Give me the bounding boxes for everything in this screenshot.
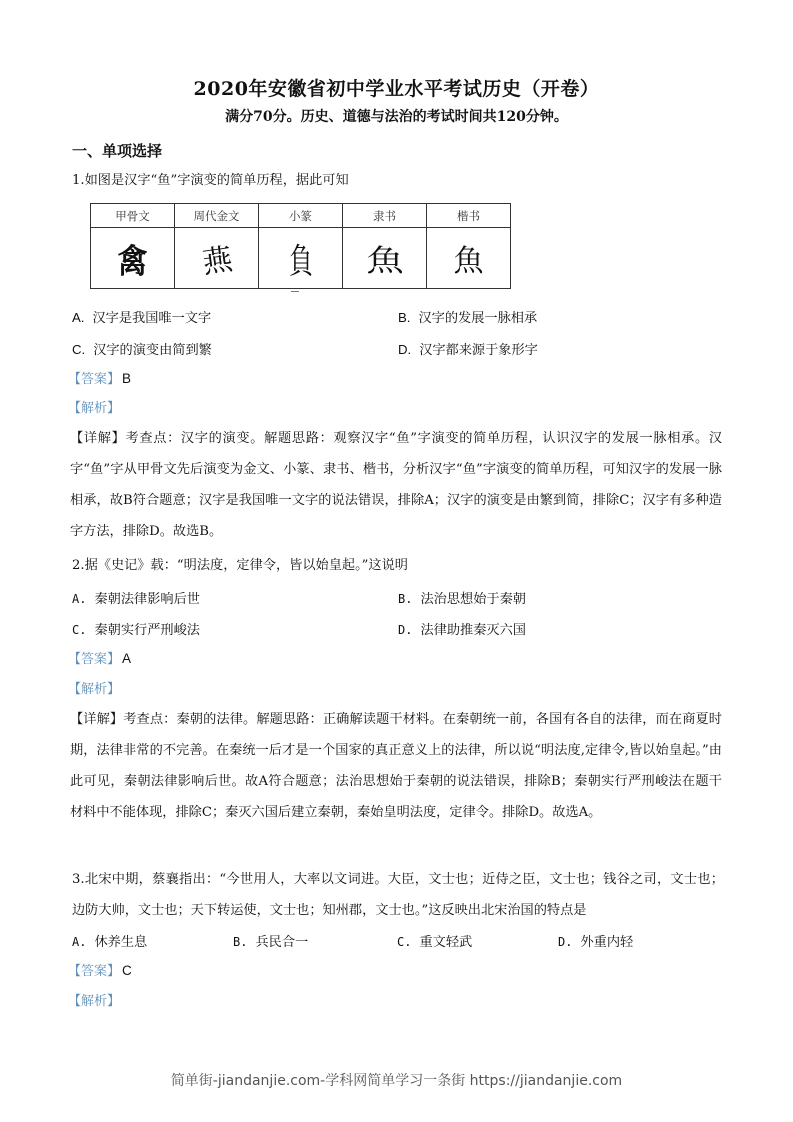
- option-text: 汉字的演变由简到繁: [93, 343, 212, 358]
- glyph-cell-bronze: [175, 228, 259, 289]
- option-d[interactable]: [398, 339, 538, 358]
- option-letter: B.: [398, 310, 411, 325]
- option-letter: A.: [72, 935, 87, 949]
- option-c[interactable]: [72, 339, 212, 358]
- question-number: 3.: [72, 872, 85, 887]
- page-subtitle: 满分70分。历史、道德与法治的考试时间共120分钟。: [225, 109, 568, 125]
- option-b[interactable]: [398, 588, 526, 607]
- analysis-tag: 【解析】: [68, 682, 121, 697]
- table-header-regular: 楷书: [427, 204, 511, 228]
- option-text: 汉字都来源于象形字: [419, 343, 538, 358]
- option-b[interactable]: [233, 931, 308, 950]
- fish-seal-glyph-icon: 負: [288, 241, 313, 283]
- analysis-tag: 【解析】: [68, 401, 121, 416]
- option-c[interactable]: [397, 931, 472, 950]
- option-c[interactable]: [72, 619, 200, 638]
- table-header-bronze: 周代金文: [175, 204, 259, 228]
- glyph-cell-clerical: [343, 228, 427, 289]
- option-letter: D.: [398, 623, 413, 637]
- option-text: 兵民合一: [255, 935, 309, 950]
- fish-oracle-glyph-icon: 禽: [117, 242, 148, 282]
- option-letter: A.: [72, 592, 87, 606]
- fish-clerical-glyph-icon: 魚: [365, 244, 404, 279]
- option-text: 休养生息: [94, 935, 148, 950]
- glyph-cell-seal: [259, 228, 343, 289]
- section-heading: 一、单项选择: [72, 142, 163, 160]
- answer-tag: 【答案】: [68, 372, 121, 387]
- detail-paragraph: [70, 423, 722, 547]
- option-letter: C.: [397, 935, 412, 949]
- question-text: 据《史记》载：“明法度，定律令，皆以始皇起。”这说明: [84, 558, 408, 573]
- analysis-line: [68, 681, 120, 699]
- option-text: 秦朝实行严刑峻法: [94, 623, 200, 638]
- answer-tag: 【答案】: [68, 964, 121, 979]
- answer-line: [68, 962, 132, 981]
- option-d[interactable]: [558, 931, 633, 950]
- option-text: 汉字是我国唯一文字: [92, 311, 212, 326]
- option-text: 法治思想始于秦朝: [420, 592, 526, 607]
- question-number: 2.: [72, 558, 85, 573]
- answer-tag: 【答案】: [68, 652, 121, 667]
- detail-text: 考查点：秦朝的法律。解题思路：正确解读题干材料。在秦朝统一前，各国有各自的法律，而在商夏时期，法律非常的不完善。在秦统一后才是一个国家的真正意义上的法律，所以说“明法度,定律令,皆以始皇起。”由此可见，秦朝法律影响后世。故A符合题意；法治思想始于秦朝的说法错误，排除B；秦朝实行严刑峻法在题干材料中不能体现，排除C；秦灭六国后建立秦朝，秦始皇明法度，定律令。排除D。故选A。: [70, 712, 722, 820]
- figure-caption-mark: [291, 291, 299, 292]
- analysis-line: [68, 993, 120, 1011]
- fish-bronze-glyph-icon: 燕: [199, 242, 235, 281]
- option-b[interactable]: [398, 307, 537, 326]
- answer-value: B: [122, 371, 132, 386]
- analysis-line: [68, 400, 120, 418]
- option-letter: C.: [72, 342, 86, 357]
- analysis-tag: 【解析】: [68, 994, 121, 1009]
- question-text: 如图是汉字“鱼”字演变的简单历程，据此可知: [84, 173, 349, 188]
- glyph-cell-regular: [427, 228, 511, 289]
- option-a[interactable]: [72, 588, 200, 607]
- option-text: 重文轻武: [419, 935, 473, 950]
- answer-line: [68, 370, 131, 389]
- option-letter: D.: [558, 935, 573, 949]
- table-header-clerical: 隶书: [343, 204, 427, 228]
- option-a[interactable]: [72, 307, 211, 326]
- fish-regular-glyph-icon: 魚: [453, 244, 484, 279]
- question-2-stem: [72, 557, 408, 575]
- option-a[interactable]: [72, 931, 147, 950]
- glyph-cell-oracle: [91, 228, 175, 289]
- option-letter: B.: [398, 592, 413, 606]
- detail-tag: 【详解】: [70, 431, 126, 446]
- question-text: 北宋中期，蔡襄指出：“今世用人，大率以文词进。大臣，文士也；近侍之臣，文士也；钱谷之司，文士也；边防大帅，文士也；天下转运使，文士也；知州郡，文士也。”这反映出北宋治国的特点是: [72, 872, 724, 918]
- question-1-stem: [72, 172, 349, 190]
- option-letter: A.: [72, 310, 85, 325]
- character-evolution-table: [90, 203, 511, 289]
- question-number: 1.: [72, 173, 85, 188]
- option-text: 法律助推秦灭六国: [420, 623, 526, 638]
- answer-line: [68, 650, 131, 669]
- option-text: 汉字的发展一脉相承: [418, 311, 538, 326]
- detail-paragraph: [70, 704, 722, 828]
- question-3-stem: [72, 864, 724, 926]
- answer-value: C: [122, 963, 132, 978]
- table-header-oracle: 甲骨文: [91, 204, 175, 228]
- option-letter: B.: [233, 935, 248, 949]
- option-letter: C.: [72, 623, 87, 637]
- option-text: 秦朝法律影响后世: [94, 592, 200, 607]
- detail-tag: 【详解】: [70, 712, 124, 727]
- detail-text: 考查点：汉字的演变。解题思路：观察汉字“鱼”字演变的简单历程，认识汉字的发展一脉相承。汉字“鱼”字从甲骨文先后演变为金文、小篆、隶书、楷书，分析汉字“鱼”字演变的简单历程，可知汉字的发展一脉相承，故B符合题意；汉字是我国唯一文字的说法错误，排除A；汉字的演变是由繁到简，排除C；汉字有多种造字方法，排除D。故选B。: [70, 431, 723, 539]
- table-header-seal: 小篆: [259, 204, 343, 228]
- footer-watermark[interactable]: 简单街-jiandanjie.com-学科网简单学习一条街 https://jiandanjie.com: [170, 1073, 623, 1089]
- option-d[interactable]: [398, 619, 526, 638]
- option-letter: D.: [398, 342, 412, 357]
- option-text: 外重内轻: [580, 935, 634, 950]
- answer-value: A: [122, 651, 132, 666]
- page-title: 2020年安徽省初中学业水平考试历史（开卷）: [193, 78, 600, 100]
